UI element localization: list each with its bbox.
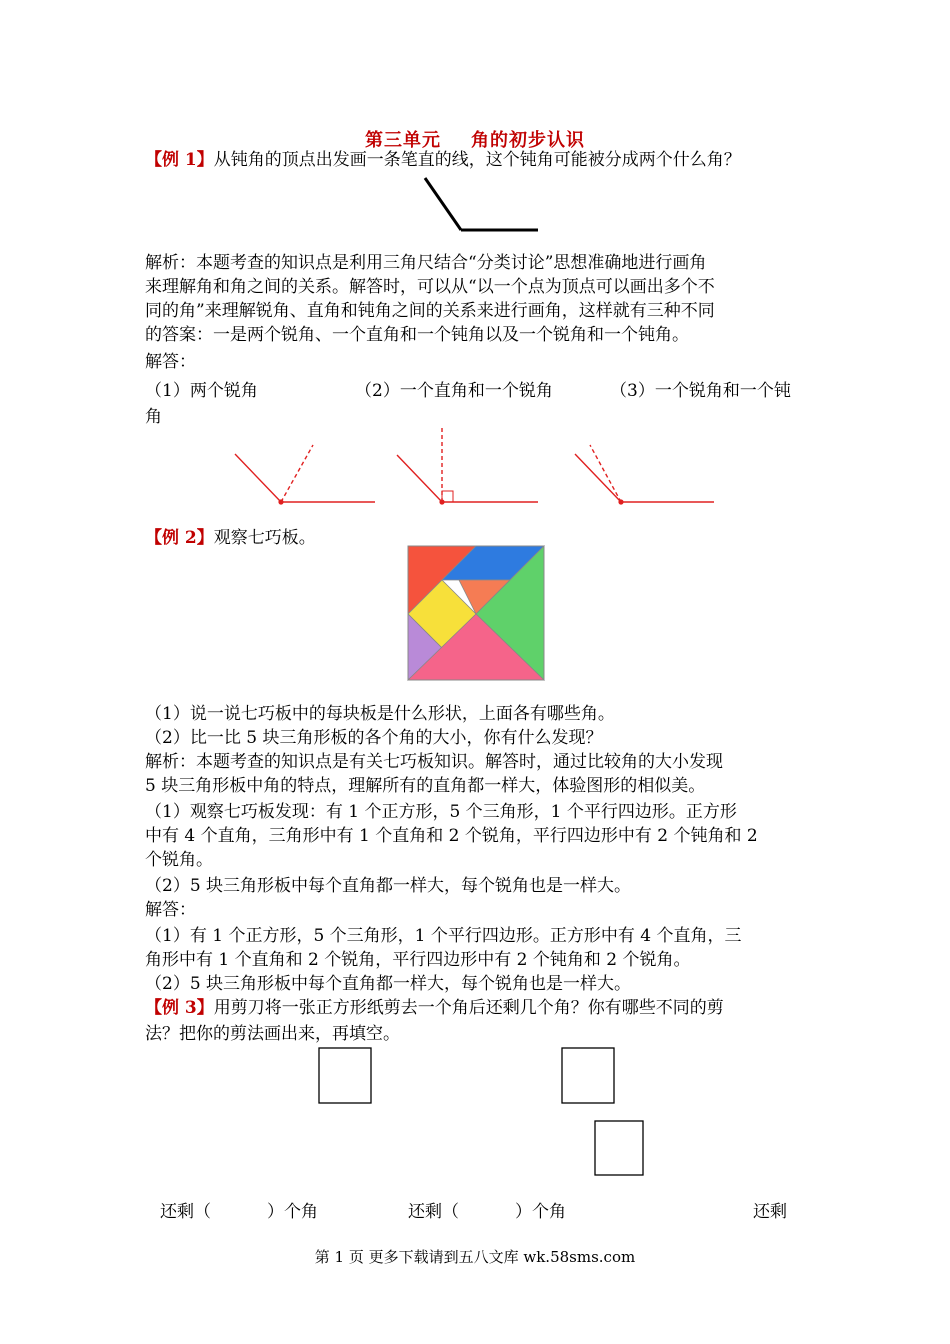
example2-line: 解析：本题考查的知识点是有关七巧板知识。解答时，通过比较角的大小发现 [145,752,723,772]
example1-option-3: （3）一个锐角和一个钝 [610,381,791,401]
example3-question: 【例 3】用剪刀将一张正方形纸剪去一个角后还剩几个角？你有哪些不同的剪 [145,998,724,1018]
example2-line: （2）5 块三角形板中每个直角都一样大，每个锐角也是一样大。 [145,876,632,896]
page-title: 第三单元 角的初步认识 [365,130,585,151]
example2-line: 中有 4 个直角，三角形中有 1 个直角和 2 个锐角，平行四边形中有 2 个钝角和 2 [145,826,758,846]
example2-line: （2）比一比 5 块三角形板的各个角的大小，你有什么发现？ [145,728,603,748]
page-footer: 第 1 页 更多下载请到五八文库 wk.58sms.com [314,1248,636,1266]
example2-line: 个锐角。 [145,850,213,870]
example1-analysis-line: 来理解角和角之间的关系。解答时，可以从“以一个点为顶点可以画出多个不 [145,277,715,297]
example2-line: 角形中有 1 个直角和 2 个锐角，平行四边形中有 2 个钝角和 2 个锐角。 [145,950,691,970]
example1-analysis-line: 同的角”来理解锐角、直角和钝角之间的关系来进行画角，这样就有三种不同 [145,301,715,321]
example1-option-3-wrap: 角 [145,407,162,427]
paper-square [595,1121,643,1175]
paper-square [319,1048,371,1103]
example2-line: （1）观察七巧板发现：有 1 个正方形，5 个三角形，1 个平行四边形。正方形 [145,802,737,822]
paper-square [562,1048,614,1103]
example3-label: 【例 3】 [145,998,214,1018]
diagram-acute-and-obtuse [575,445,714,505]
fill-blank-2: 还剩（ ）个角 [408,1202,566,1222]
diagram-two-acute [235,445,375,505]
example2-line: 5 块三角形板中角的特点，理解所有的直角都一样大，体验图形的相似美。 [145,776,706,796]
example1-option-2: （2）一个直角和一个锐角 [355,381,553,401]
example1-answer-label: 解答： [145,352,196,372]
tangram [408,546,544,680]
example3-question-cont: 法？把你的剪法画出来，再填空。 [145,1024,400,1044]
example1-label: 【例 1】 [145,150,214,170]
fill-blank-1: 还剩（ ）个角 [160,1202,318,1222]
fill-blank-3: 还剩 [753,1202,787,1222]
example2-line: （1）有 1 个正方形，5 个三角形，1 个平行四边形。正方形中有 4 个直角，三 [145,926,742,946]
example2-question: 【例 2】观察七巧板。 [145,528,316,548]
diagram-right-and-acute [397,428,538,505]
example2-label: 【例 2】 [145,528,214,548]
example2-line: （1）说一说七巧板中的每块板是什么形状，上面各有哪些角。 [145,704,615,724]
example1-analysis-line: 解析：本题考查的知识点是利用三角尺结合“分类讨论”思想准确地进行画角 [145,253,707,273]
example1-question: 【例 1】从钝角的顶点出发画一条笔直的线，这个钝角可能被分成两个什么角？ [145,150,741,170]
example1-analysis-line: 的答案：一是两个锐角、一个直角和一个钝角以及一个锐角和一个钝角。 [145,325,689,345]
example1-option-1: （1）两个锐角 [145,381,258,401]
example2-line: 解答： [145,900,196,920]
example2-line: （2）5 块三角形板中每个直角都一样大，每个锐角也是一样大。 [145,974,632,994]
